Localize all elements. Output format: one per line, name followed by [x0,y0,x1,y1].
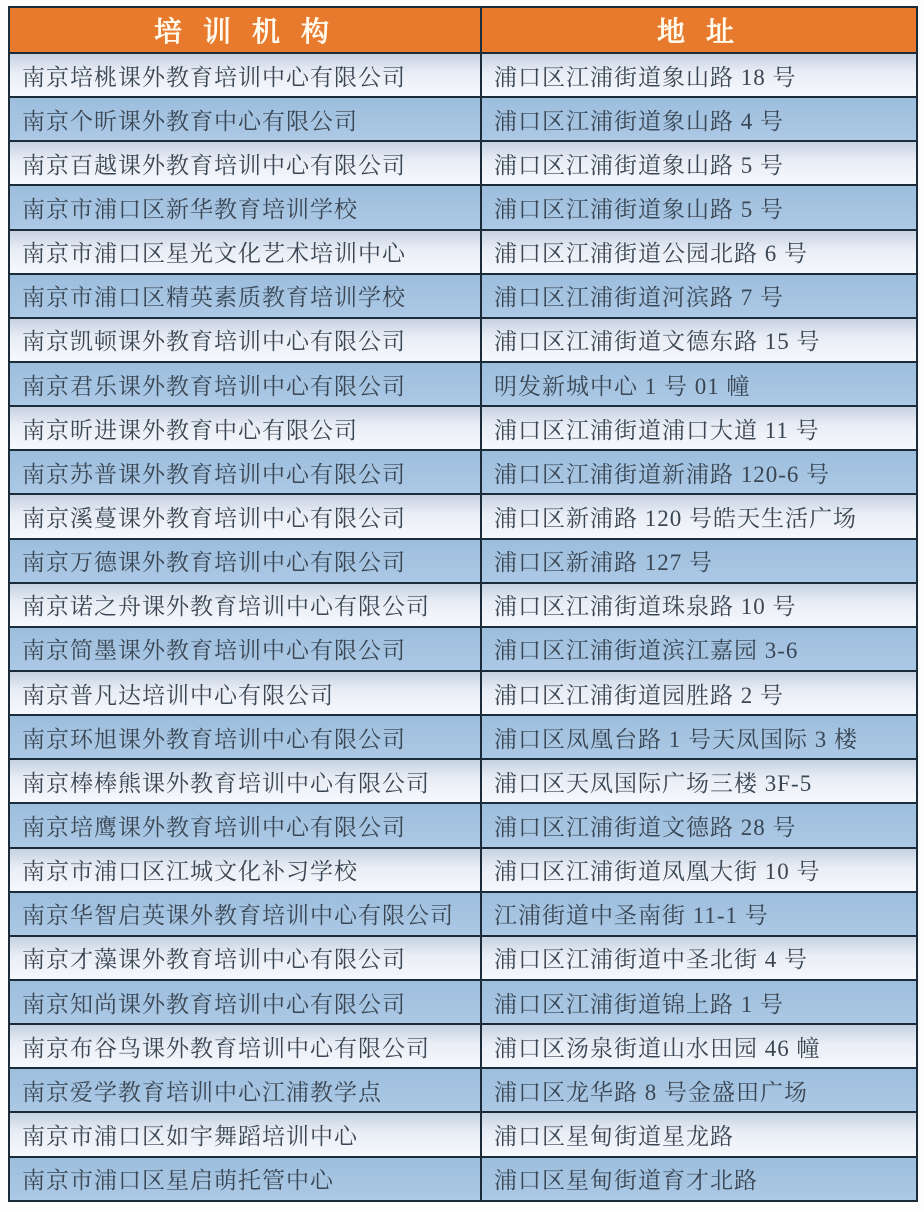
table-body [9,53,917,1201]
header-institution: 培 训 机 构 [9,7,481,53]
table-row [9,892,917,936]
address-cell: 浦口区汤泉街道山水田园 46 幢 [481,1024,917,1068]
institution-cell: 南京知尚课外教育培训中心有限公司 [9,980,481,1024]
institution-cell: 南京溪蔓课外教育培训中心有限公司 [9,494,481,538]
table-row [9,1024,917,1068]
address-cell: 浦口区天凤国际广场三楼 3F-5 [481,759,917,803]
institution-cell: 南京才藻课外教育培训中心有限公司 [9,936,481,980]
address-cell: 浦口区江浦街道凤凰大街 10 号 [481,848,917,892]
institution-cell: 南京市浦口区如宇舞蹈培训中心 [9,1112,481,1156]
table-row [9,274,917,318]
training-institutions-table [8,6,918,1202]
address-cell: 浦口区新浦路 127 号 [481,539,917,583]
institution-cell: 南京布谷鸟课外教育培训中心有限公司 [9,1024,481,1068]
table-row [9,1112,917,1156]
address-cell: 浦口区江浦街道新浦路 120-6 号 [481,450,917,494]
institution-cell: 南京市浦口区江城文化补习学校 [9,848,481,892]
institution-cell: 南京市浦口区星光文化艺术培训中心 [9,230,481,274]
address-cell: 浦口区江浦街道文德路 28 号 [481,803,917,847]
address-cell: 浦口区江浦街道象山路 5 号 [481,185,917,229]
address-cell: 浦口区星甸街道育才北路 [481,1157,917,1201]
institution-cell: 南京培桃课外教育培训中心有限公司 [9,53,481,97]
address-cell: 浦口区江浦街道象山路 5 号 [481,141,917,185]
table-row [9,141,917,185]
table-row [9,936,917,980]
address-cell: 浦口区江浦街道中圣北街 4 号 [481,936,917,980]
table-row [9,759,917,803]
address-cell: 浦口区星甸街道星龙路 [481,1112,917,1156]
address-cell: 浦口区江浦街道锦上路 1 号 [481,980,917,1024]
address-cell: 浦口区新浦路 120 号皓天生活广场 [481,494,917,538]
table-row [9,715,917,759]
address-cell: 浦口区江浦街道公园北路 6 号 [481,230,917,274]
table-row [9,583,917,627]
address-cell: 浦口区江浦街道浦口大道 11 号 [481,406,917,450]
institution-cell: 南京普凡达培训中心有限公司 [9,671,481,715]
institution-cell: 南京君乐课外教育培训中心有限公司 [9,362,481,406]
address-cell: 浦口区凤凰台路 1 号天凤国际 3 楼 [481,715,917,759]
institution-cell: 南京棒棒熊课外教育培训中心有限公司 [9,759,481,803]
address-cell: 浦口区江浦街道文德东路 15 号 [481,318,917,362]
table-row [9,230,917,274]
header-address: 地 址 [481,7,917,53]
table-row [9,97,917,141]
institution-cell: 南京昕进课外教育中心有限公司 [9,406,481,450]
institution-cell: 南京苏普课外教育培训中心有限公司 [9,450,481,494]
address-cell: 浦口区江浦街道园胜路 2 号 [481,671,917,715]
table-row [9,1068,917,1112]
institution-cell: 南京市浦口区新华教育培训学校 [9,185,481,229]
table-row [9,1157,917,1201]
table-row [9,627,917,671]
address-cell: 浦口区江浦街道象山路 4 号 [481,97,917,141]
table-row [9,539,917,583]
address-cell: 浦口区龙华路 8 号金盛田广场 [481,1068,917,1112]
institution-cell: 南京市浦口区精英素质教育培训学校 [9,274,481,318]
institution-cell: 南京环旭课外教育培训中心有限公司 [9,715,481,759]
institution-cell: 南京个昕课外教育中心有限公司 [9,97,481,141]
table-row [9,803,917,847]
table-row [9,494,917,538]
address-cell: 浦口区江浦街道滨江嘉园 3-6 [481,627,917,671]
table-row [9,450,917,494]
table-header-row [9,7,917,53]
institution-cell: 南京万德课外教育培训中心有限公司 [9,539,481,583]
table-row [9,848,917,892]
institution-cell: 南京华智启英课外教育培训中心有限公司 [9,892,481,936]
address-cell: 浦口区江浦街道象山路 18 号 [481,53,917,97]
institution-cell: 南京百越课外教育培训中心有限公司 [9,141,481,185]
institution-cell: 南京诺之舟课外教育培训中心有限公司 [9,583,481,627]
address-cell: 江浦街道中圣南街 11-1 号 [481,892,917,936]
institution-cell: 南京培鹰课外教育培训中心有限公司 [9,803,481,847]
institution-cell: 南京市浦口区星启萌托管中心 [9,1157,481,1201]
table-row [9,53,917,97]
table-row [9,980,917,1024]
table-row [9,362,917,406]
address-cell: 浦口区江浦街道河滨路 7 号 [481,274,917,318]
table-row [9,185,917,229]
table-row [9,406,917,450]
institution-cell: 南京爱学教育培训中心江浦教学点 [9,1068,481,1112]
institution-cell: 南京简墨课外教育培训中心有限公司 [9,627,481,671]
institution-cell: 南京凯顿课外教育培训中心有限公司 [9,318,481,362]
address-cell: 明发新城中心 1 号 01 幢 [481,362,917,406]
table-row [9,671,917,715]
table-row [9,318,917,362]
address-cell: 浦口区江浦街道珠泉路 10 号 [481,583,917,627]
